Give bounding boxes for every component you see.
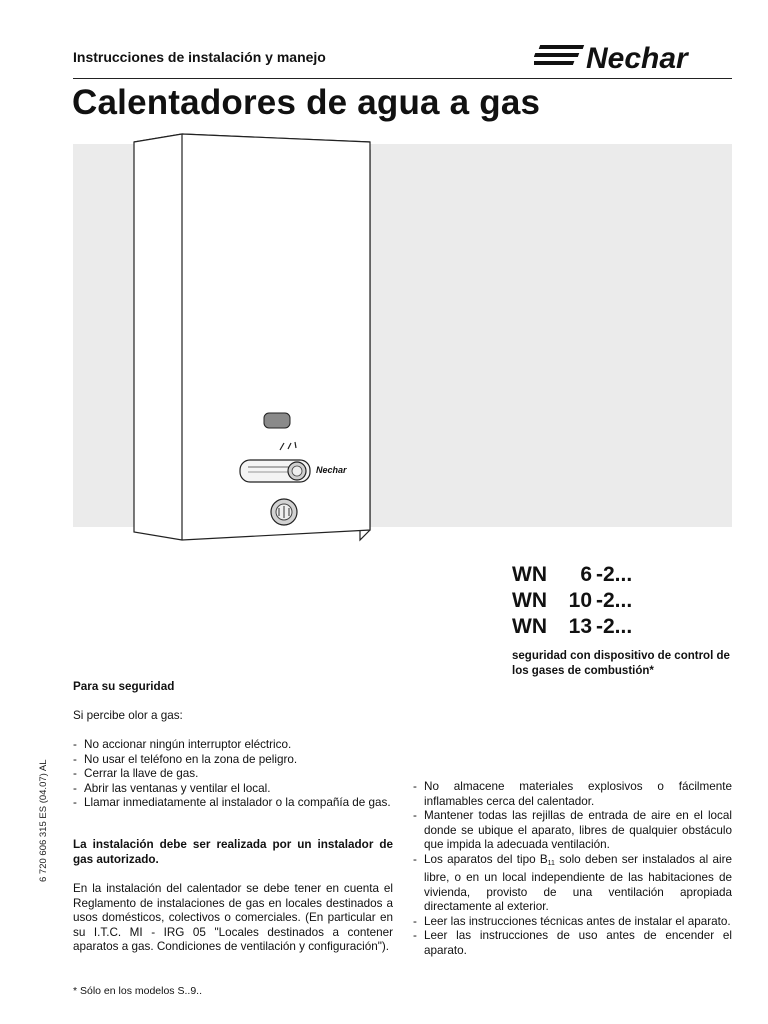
list-item: - Leer las instrucciones de uso antes de encender el aparato.	[413, 929, 732, 958]
list-item: - Llamar inmediatamente al instalador o la compañía de gas.	[73, 796, 393, 811]
gas-smell-steps	[73, 738, 393, 811]
list-item: - No usar el teléfono en la zona de peligro.	[73, 753, 393, 768]
logo-stripes-icon	[534, 45, 584, 65]
gas-smell-intro: Si percibe olor a gas:	[73, 709, 183, 722]
installer-warning: La instalación debe ser realizada por un instalador de gas autorizado.	[73, 838, 393, 866]
safety-heading: Para su seguridad	[73, 680, 175, 693]
list-item: - Los aparatos del tipo $B_{11}$ solo deben ser instalados al aire libre, o en un local independiente de las habitaciones de vivienda, provisto de una ventilación apropiada directamente al exterior.	[413, 853, 732, 915]
header-rule	[73, 78, 732, 79]
list-item: - Cerrar la llave de gas.	[73, 767, 393, 782]
page-title: Calentadores de agua a gas	[72, 83, 541, 122]
document-code: 6 720 606 315 ES (04.07) AL	[38, 759, 49, 882]
model-item: WN 13 -2...	[512, 615, 633, 638]
model-item: WN 10 -2...	[512, 589, 633, 612]
model-list	[512, 562, 632, 640]
safety-instructions-list	[413, 780, 732, 958]
brand-name: Nechar	[586, 42, 688, 74]
installation-regulation-text: En la instalación del calentador se debe tener en cuenta el Reglamento de instalaciones de gas en locales destinados a usos domésticos, colectivos o comerciales. (En particular en su I.T.C. MI - IRG 05 "Locales destinados a contener aparatos a gas. Condiciones de ventilación y configuración").	[73, 882, 393, 953]
document-subtitle: Instrucciones de instalación y manejo	[73, 49, 326, 65]
brand-logo	[534, 40, 734, 74]
list-item: - Mantener todas las rejillas de entrada de aire en el local donde se ubique el aparato, libres de qualquier obstáculo que impida la adecuada ventilación.	[413, 809, 732, 853]
footnote: * Sólo en los modelos S..9..	[73, 985, 202, 997]
feature-description: seguridad con dispositivo de control de los gases de combustión*	[512, 650, 730, 677]
model-item: WN 6 -2...	[512, 563, 633, 586]
list-item: - Abrir las ventanas y ventilar el local.	[73, 782, 393, 797]
list-item: - No accionar ningún interruptor eléctrico.	[73, 738, 393, 753]
list-item: - No almacene materiales explosivos o fácilmente inflamables cerca del calentador.	[413, 780, 732, 809]
list-item: - Leer las instrucciones técnicas antes de instalar el aparato.	[413, 915, 732, 930]
gas-knob-icon	[271, 499, 297, 525]
water-heater-illustration	[120, 130, 380, 550]
appliance-brand-label: Nechar	[316, 465, 347, 475]
